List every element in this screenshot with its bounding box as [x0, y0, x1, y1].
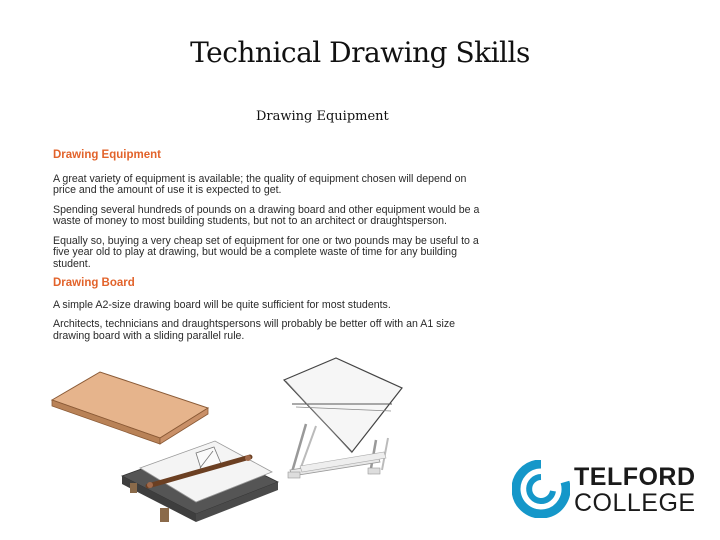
paragraph-spending: Spending several hundreds of pounds on a drawing board and other equipment would be a waste of money to most building students, but not to an architect or draughtsperson. — [53, 203, 480, 227]
section-heading-drawing-equipment: Drawing Equipment — [53, 149, 161, 161]
paragraph-variety: A great variety of equipment is available; the quality of equipment chosen will depend on price and the amount of use it is expected to get. — [53, 172, 467, 196]
logo-text-telford: TELFORD — [574, 463, 696, 491]
plain-drawing-board-icon — [52, 372, 208, 444]
slide-title: Technical Drawing Skills — [190, 36, 530, 69]
section-heading-drawing-board: Drawing Board — [53, 277, 135, 289]
college-logo-mark-icon — [512, 460, 570, 518]
paragraph-a2-board: A simple A2-size drawing board will be quite sufficient for most students. — [53, 298, 391, 311]
parallel-motion-board-icon — [122, 441, 278, 522]
slide-subtitle: Drawing Equipment — [256, 109, 389, 124]
paragraph-a1-board: Architects, technicians and draughtspersons will probably be better off with an A1 size drawing board with a sliding parallel rule. — [53, 318, 456, 342]
logo-text-college: COLLEGE — [574, 489, 696, 517]
telford-college-logo — [512, 460, 697, 520]
drawing-board-with-stand-icon — [284, 358, 402, 478]
paragraph-cheap-set: Equally so, buying a very cheap set of equipment for one or two pounds may be useful to a five year old to play at drawing, but would be a complete waste of time for any building student. — [53, 234, 479, 270]
